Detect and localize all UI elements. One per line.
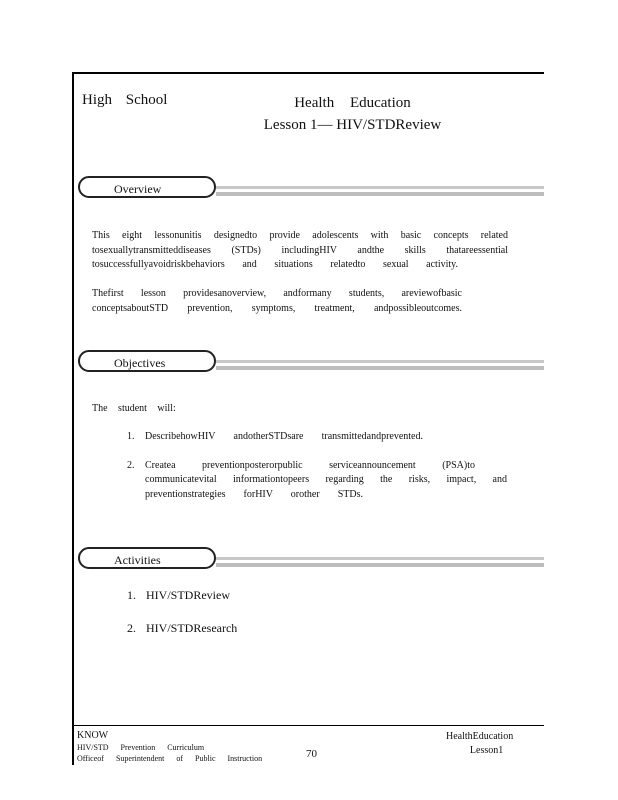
section-header-objectives (78, 350, 544, 376)
list-number: 1. (127, 431, 135, 442)
text-line: DescribehowHIV andotherSTDsare transmittedandprevented. (145, 431, 423, 442)
activity-label: HIV/STDReview (146, 588, 230, 602)
text-line: tosuccessfullyavoidriskbehaviors and situations relatedto sexual activity. (92, 259, 458, 270)
text-line: This eight lessonunitis designedto provide adolescents with basic concepts related (92, 230, 508, 241)
text-line: preventionstrategies forHIV orother STDs. (145, 488, 363, 500)
header-school-level: High School (82, 92, 168, 108)
text-line: Thefirst lesson providesanoverview, andformany students, areviewofbasic (92, 288, 462, 299)
text-line: Createa preventionposterorpublic serviceannouncement (PSA)to (145, 459, 475, 471)
list-item (127, 459, 507, 503)
activities-list (127, 587, 237, 653)
list-item (127, 587, 237, 603)
footer-curriculum: HIV/STD Prevention Curriculum (77, 743, 205, 752)
list-number: 2. (127, 459, 135, 471)
section-label-objectives: Objectives (78, 350, 216, 372)
overview-paragraph-2 (92, 287, 462, 316)
footer-office: Officeof Superintendent of Public Instruction (77, 754, 263, 763)
section-divider (216, 186, 544, 198)
section-divider (216, 557, 544, 569)
list-number: 2. (127, 621, 136, 635)
section-header-activities (78, 547, 544, 573)
header-subject: Health Education (294, 95, 411, 111)
section-divider (216, 360, 544, 372)
activity-label: HIV/STDResearch (146, 621, 238, 635)
list-item (127, 430, 507, 445)
section-label-activities: Activities (78, 547, 216, 569)
section-label-overview: Overview (78, 176, 216, 198)
overview-paragraph-1 (92, 229, 508, 273)
footer-program: KNOW (77, 730, 109, 741)
footer-right (446, 730, 513, 758)
header-lesson-title: Lesson 1— HIV/STDReview (263, 117, 442, 133)
header-title (220, 92, 485, 136)
page-left-border (72, 72, 74, 765)
list-item (127, 620, 237, 636)
text-line: communicatevital informationtopeers regarding the risks, impact, and (145, 474, 507, 485)
footer-divider (72, 725, 544, 726)
objectives-intro: The student will: (92, 403, 176, 414)
footer-lesson: Lesson1 (469, 745, 504, 756)
text-line: tosexuallytransmitteddiseases (STDs) includingHIV andthe skills thatareessential (92, 244, 508, 256)
footer-subject: HealthEducation (446, 731, 514, 742)
page-number: 70 (306, 748, 317, 760)
objectives-list (127, 430, 507, 516)
text-line: conceptsaboutSTD prevention, symptoms, treatment, andpossibleoutcomes. (92, 302, 462, 314)
section-header-overview (78, 176, 544, 202)
list-number: 1. (127, 588, 136, 602)
page-top-border (72, 72, 544, 74)
footer-left (77, 730, 262, 764)
